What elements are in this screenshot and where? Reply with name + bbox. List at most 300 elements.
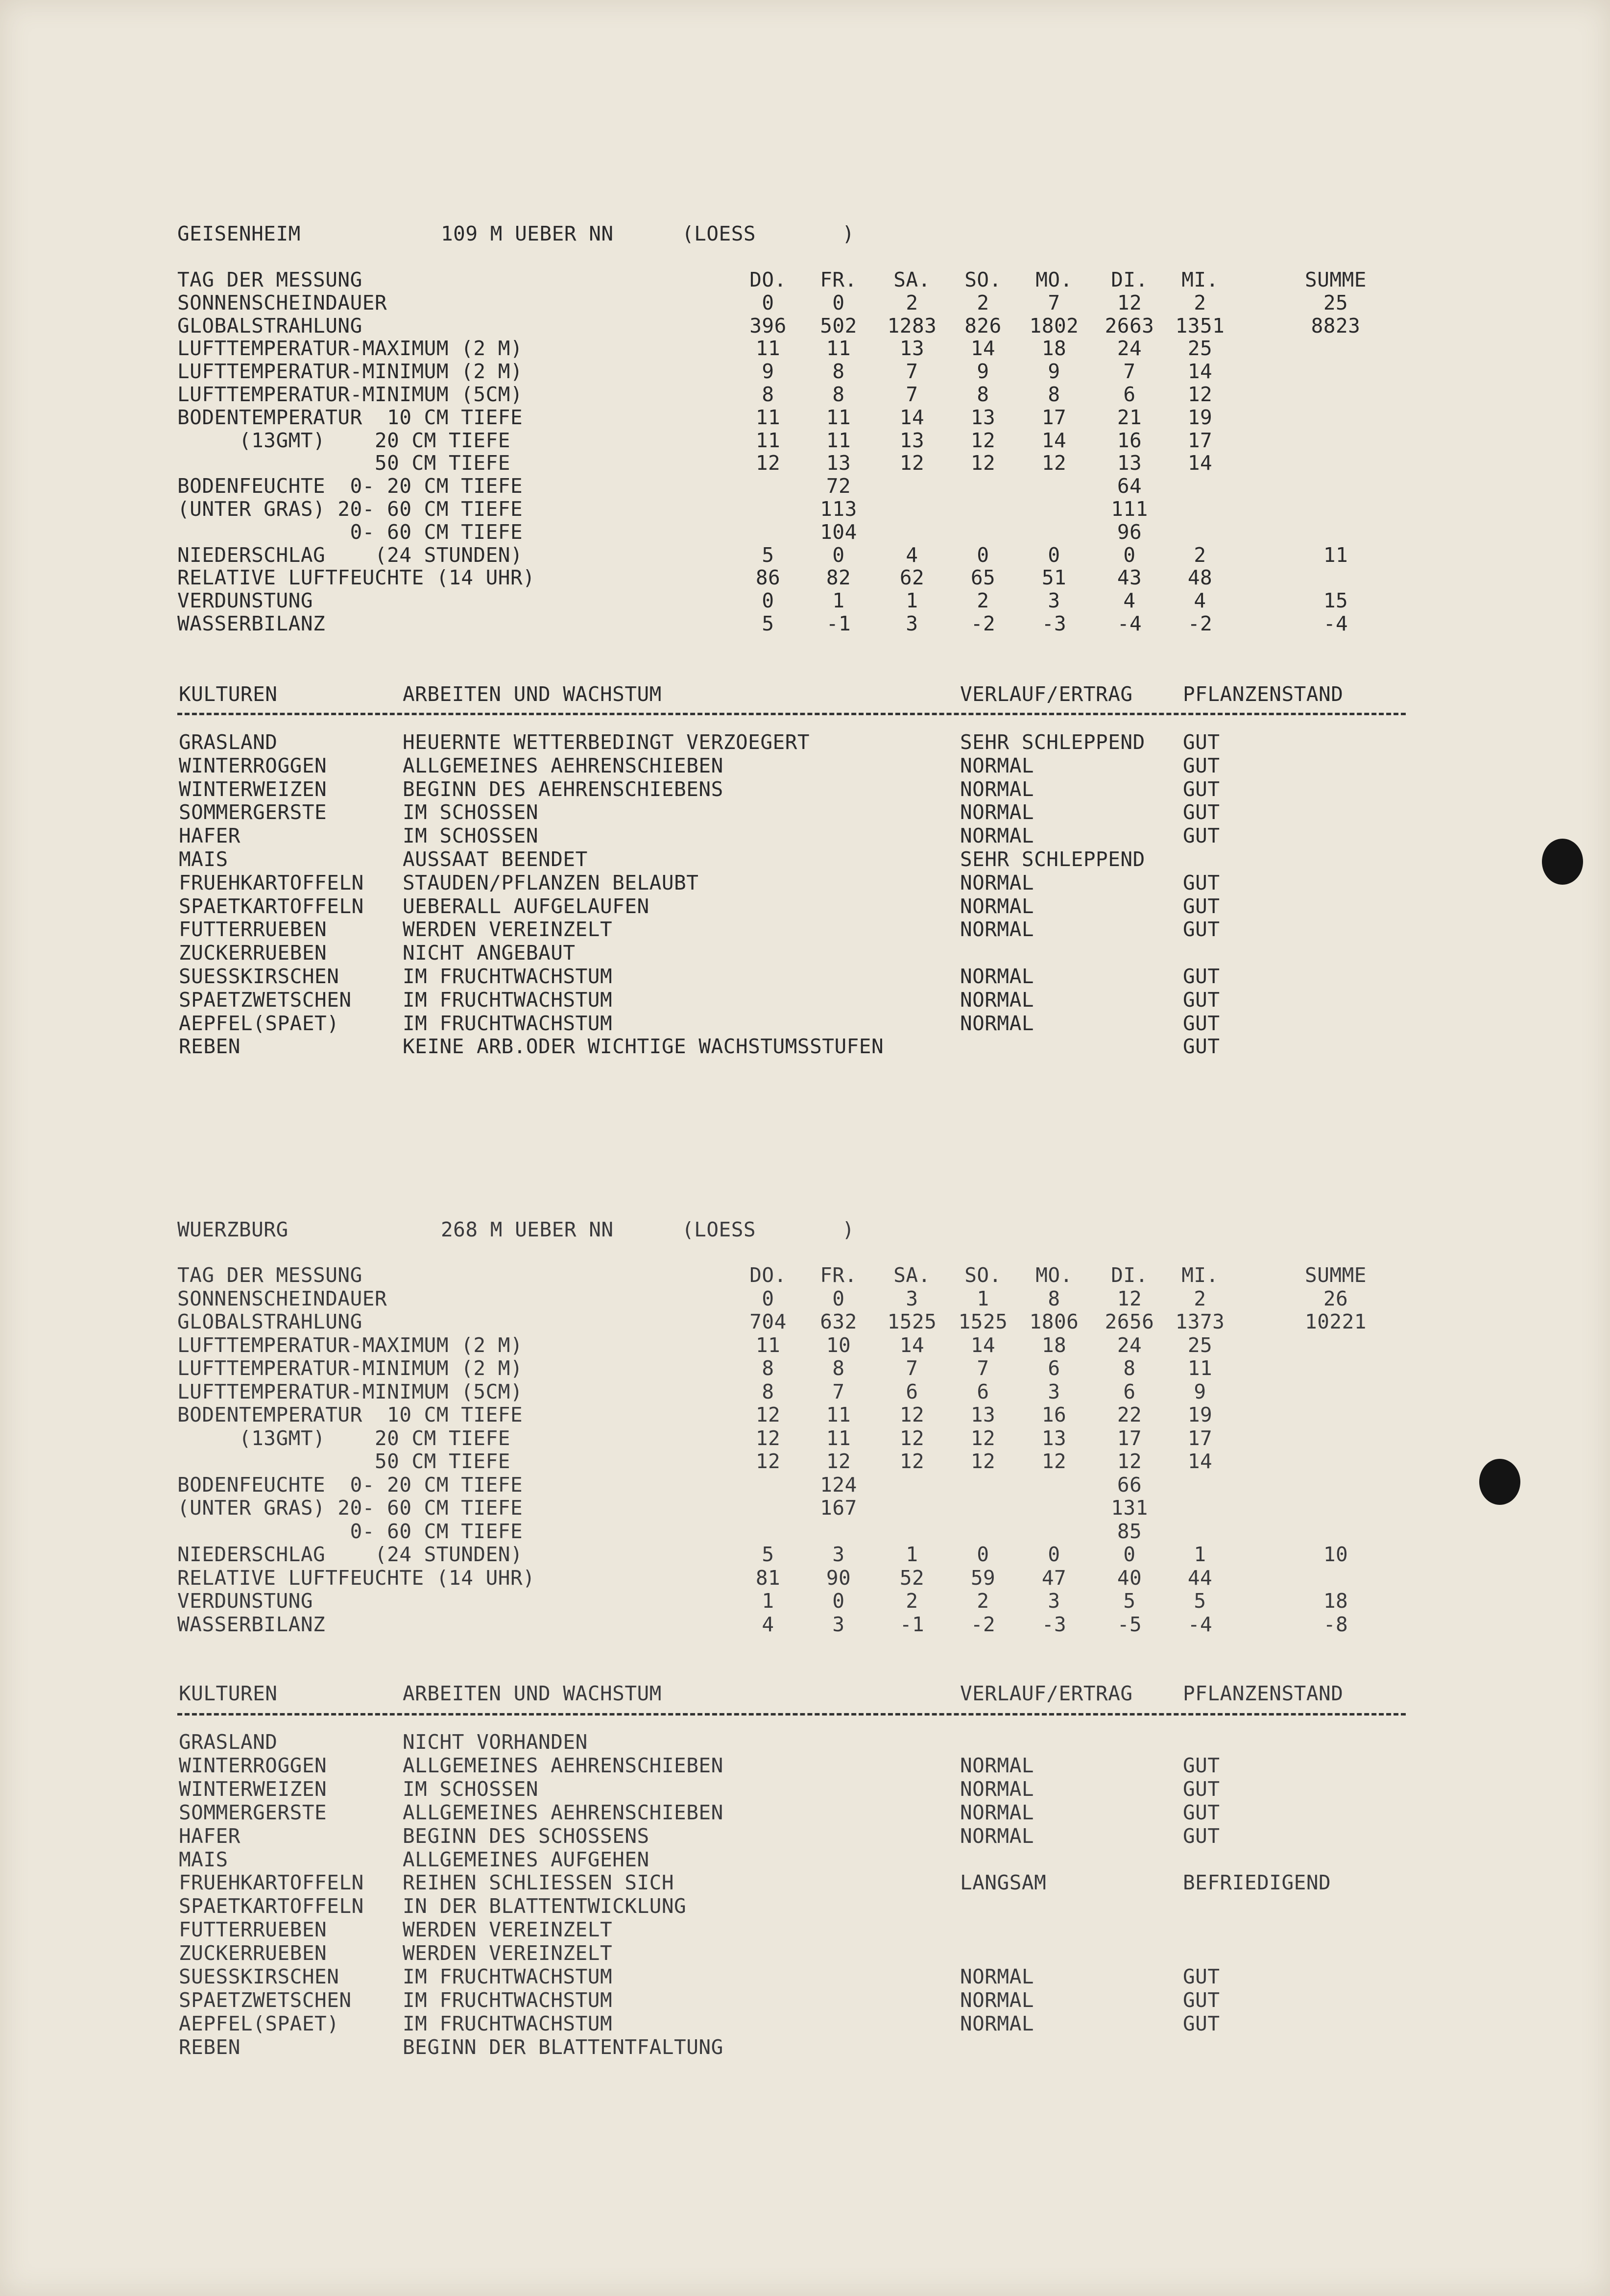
crop-stand: GUT bbox=[1183, 1988, 1220, 2012]
weather-row-label: BODENTEMPERATUR 10 CM TIEFE bbox=[177, 405, 523, 429]
weather-value: 124 bbox=[820, 1473, 857, 1497]
weather-value: 826 bbox=[964, 314, 1002, 338]
crop-work-growth: IM SCHOSSEN bbox=[403, 1777, 539, 1801]
crop-stand: GUT bbox=[1183, 965, 1220, 988]
weather-value: 11 bbox=[755, 428, 781, 452]
weather-value: 11 bbox=[826, 337, 851, 361]
weather-value: -5 bbox=[1117, 1612, 1142, 1636]
crop-work-growth: STAUDEN/PFLANZEN BELAUBT bbox=[403, 870, 699, 894]
weather-value: 19 bbox=[1187, 1403, 1213, 1426]
weather-sum: -4 bbox=[1323, 612, 1348, 635]
weather-value: 21 bbox=[1117, 405, 1142, 429]
crops-header-kulturen: KULTUREN bbox=[179, 1682, 278, 1705]
crop-work-growth: UEBERALL AUFGELAUFEN bbox=[403, 894, 649, 918]
weather-value: -3 bbox=[1041, 1612, 1067, 1636]
crop-work-growth: KEINE ARB.ODER WICHTIGE WACHSTUMSSTUFEN bbox=[403, 1035, 884, 1059]
day-header: FR. bbox=[820, 268, 857, 291]
weather-sum: 10 bbox=[1323, 1543, 1348, 1566]
weather-value: 3 bbox=[832, 1612, 845, 1636]
crop-stand: GUT bbox=[1183, 1800, 1220, 1824]
sum-header: SUMME bbox=[1305, 1263, 1367, 1287]
crop-name: ZUCKERRUEBEN bbox=[179, 941, 327, 965]
crop-course-yield: NORMAL bbox=[960, 753, 1034, 777]
weather-value: 2 bbox=[1194, 1286, 1206, 1310]
crop-work-growth: ALLGEMEINES AEHRENSCHIEBEN bbox=[403, 1800, 723, 1824]
weather-value: 7 bbox=[977, 1356, 989, 1380]
weather-value: 43 bbox=[1117, 566, 1142, 590]
weather-value: 13 bbox=[970, 1403, 996, 1426]
weather-value: 12 bbox=[899, 1426, 925, 1450]
day-header: MI. bbox=[1181, 268, 1219, 291]
crop-course-yield: SEHR SCHLEPPEND bbox=[960, 730, 1145, 754]
station-soil: (LOESS ) bbox=[682, 222, 855, 245]
weather-value: 1 bbox=[906, 1543, 918, 1566]
day-header: SA. bbox=[893, 1263, 931, 1287]
weather-row-label: (UNTER GRAS) 20- 60 CM TIEFE bbox=[177, 497, 523, 521]
weather-value: 14 bbox=[1187, 451, 1213, 475]
weather-value: 12 bbox=[755, 451, 781, 475]
weather-value: 3 bbox=[906, 612, 918, 635]
crop-course-yield: NORMAL bbox=[960, 1753, 1034, 1777]
weather-value: 7 bbox=[906, 360, 918, 384]
crop-stand: GUT bbox=[1183, 918, 1220, 942]
crop-stand: GUT bbox=[1183, 1753, 1220, 1777]
weather-value: 0 bbox=[832, 1589, 845, 1613]
crop-name: SUESSKIRSCHEN bbox=[179, 1965, 339, 1988]
crop-name: SPAETZWETSCHEN bbox=[179, 1988, 352, 2012]
weather-value: 96 bbox=[1117, 520, 1142, 544]
weather-row-label: (13GMT) 20 CM TIEFE bbox=[177, 1426, 510, 1450]
crops-header-pflanzenstand: PFLANZENSTAND bbox=[1183, 682, 1344, 706]
day-header: SA. bbox=[893, 268, 931, 291]
weather-value: 13 bbox=[970, 405, 996, 429]
weather-value: 8 bbox=[977, 383, 989, 406]
weather-value: 5 bbox=[762, 612, 774, 635]
weather-value: 111 bbox=[1111, 497, 1148, 521]
crop-stand: GUT bbox=[1183, 988, 1220, 1012]
weather-value: 11 bbox=[826, 428, 851, 452]
crop-name: SUESSKIRSCHEN bbox=[179, 965, 339, 988]
crop-stand: GUT bbox=[1183, 777, 1220, 801]
weather-value: 14 bbox=[899, 405, 925, 429]
weather-value: 1 bbox=[762, 1589, 774, 1613]
station-soil: (LOESS ) bbox=[682, 1218, 855, 1241]
day-header: MO. bbox=[1035, 268, 1073, 291]
crop-course-yield: NORMAL bbox=[960, 988, 1034, 1012]
crop-work-growth: IM FRUCHTWACHSTUM bbox=[403, 1988, 613, 2012]
weather-row-label: (UNTER GRAS) 20- 60 CM TIEFE bbox=[177, 1496, 523, 1520]
weather-row-label: VERDUNSTUNG bbox=[177, 589, 313, 613]
weather-value: 12 bbox=[1187, 383, 1213, 406]
crop-name: SPAETKARTOFFELN bbox=[179, 1894, 364, 1918]
weather-value: 11 bbox=[755, 1333, 781, 1357]
weather-value: 6 bbox=[1123, 1379, 1136, 1403]
weather-value: 2 bbox=[906, 1589, 918, 1613]
weather-value: 13 bbox=[899, 337, 925, 361]
weather-value: 3 bbox=[906, 1286, 918, 1310]
weather-row-label: GLOBALSTRAHLUNG bbox=[177, 1310, 362, 1333]
weather-value: 17 bbox=[1117, 1426, 1142, 1450]
punch-hole-lower bbox=[1479, 1459, 1520, 1505]
weather-value: 1802 bbox=[1029, 314, 1079, 338]
weather-value: 65 bbox=[970, 566, 996, 590]
weather-row-label: VERDUNSTUNG bbox=[177, 1589, 313, 1613]
crop-work-growth: IM FRUCHTWACHSTUM bbox=[403, 1965, 613, 1988]
crops-header-arbeiten: ARBEITEN UND WACHSTUM bbox=[403, 1682, 662, 1705]
weather-value: 24 bbox=[1117, 337, 1142, 361]
crops-header-verlauf: VERLAUF/ERTRAG bbox=[960, 682, 1133, 706]
crop-name: HAFER bbox=[179, 1824, 240, 1848]
weather-value: 8 bbox=[1048, 1286, 1060, 1310]
weather-value: 81 bbox=[755, 1566, 781, 1590]
sum-header: SUMME bbox=[1305, 268, 1367, 291]
crop-name: FRUEHKARTOFFELN bbox=[179, 1871, 364, 1895]
crop-name: REBEN bbox=[179, 2035, 240, 2059]
crop-name: SPAETZWETSCHEN bbox=[179, 988, 352, 1012]
weather-sum: 26 bbox=[1323, 1286, 1348, 1310]
weather-value: 16 bbox=[1041, 1403, 1067, 1426]
weather-value: 11 bbox=[1187, 1356, 1213, 1380]
weather-value: 12 bbox=[755, 1426, 781, 1450]
crop-stand: GUT bbox=[1183, 1965, 1220, 1988]
crop-stand: GUT bbox=[1183, 870, 1220, 894]
weather-value: 12 bbox=[899, 451, 925, 475]
crop-name: FRUEHKARTOFFELN bbox=[179, 870, 364, 894]
crop-stand: GUT bbox=[1183, 1824, 1220, 1848]
weather-row-label: SONNENSCHEINDAUER bbox=[177, 1286, 387, 1310]
dashed-divider bbox=[177, 1713, 1406, 1716]
crop-work-growth: IM FRUCHTWACHSTUM bbox=[403, 2011, 613, 2035]
crop-course-yield: NORMAL bbox=[960, 824, 1034, 848]
weather-value: 9 bbox=[1194, 1379, 1206, 1403]
day-header: FR. bbox=[820, 1263, 857, 1287]
weather-value: 3 bbox=[1048, 589, 1060, 613]
day-header: DO. bbox=[749, 268, 787, 291]
weather-value: 12 bbox=[899, 1450, 925, 1473]
crop-course-yield: NORMAL bbox=[960, 870, 1034, 894]
crop-course-yield: NORMAL bbox=[960, 1965, 1034, 1988]
weather-value: 1806 bbox=[1029, 1310, 1079, 1333]
crop-course-yield: LANGSAM bbox=[960, 1871, 1047, 1895]
crops-header-kulturen: KULTUREN bbox=[179, 682, 278, 706]
crop-course-yield: NORMAL bbox=[960, 1824, 1034, 1848]
weather-value: 85 bbox=[1117, 1519, 1142, 1543]
crop-stand: GUT bbox=[1183, 730, 1220, 754]
weather-sum: 18 bbox=[1323, 1589, 1348, 1613]
weather-value: 17 bbox=[1187, 1426, 1213, 1450]
weather-value: 12 bbox=[826, 1450, 851, 1473]
weather-value: 11 bbox=[826, 1403, 851, 1426]
weather-row-label: TAG DER MESSUNG bbox=[177, 268, 362, 291]
crop-work-growth: REIHEN SCHLIESSEN SICH bbox=[403, 1871, 674, 1895]
weather-row-label: RELATIVE LUFTFEUCHTE (14 UHR) bbox=[177, 566, 535, 590]
weather-value: 1525 bbox=[887, 1310, 937, 1333]
weather-row-label: BODENFEUCHTE 0- 20 CM TIEFE bbox=[177, 474, 523, 498]
crop-stand: GUT bbox=[1183, 1011, 1220, 1035]
weather-row-label: SONNENSCHEINDAUER bbox=[177, 290, 387, 314]
crop-work-growth: BEGINN DES AEHRENSCHIEBENS bbox=[403, 777, 723, 801]
weather-value: 13 bbox=[1041, 1426, 1067, 1450]
crop-name: GRASLAND bbox=[179, 1730, 278, 1754]
weather-value: 8 bbox=[762, 1379, 774, 1403]
crop-name: REBEN bbox=[179, 1035, 240, 1059]
weather-value: 9 bbox=[1048, 360, 1060, 384]
weather-row-label: TAG DER MESSUNG bbox=[177, 1263, 362, 1287]
weather-value: 12 bbox=[970, 451, 996, 475]
crop-course-yield: SEHR SCHLEPPEND bbox=[960, 847, 1145, 871]
weather-value: 7 bbox=[832, 1379, 845, 1403]
crop-course-yield: NORMAL bbox=[960, 1777, 1034, 1801]
crop-name: WINTERROGGEN bbox=[179, 753, 327, 777]
weather-value: 18 bbox=[1041, 337, 1067, 361]
weather-row-label: LUFTTEMPERATUR-MINIMUM (2 M) bbox=[177, 1356, 523, 1380]
weather-value: 14 bbox=[970, 1333, 996, 1357]
crop-work-growth: ALLGEMEINES AEHRENSCHIEBEN bbox=[403, 753, 723, 777]
weather-value: 0 bbox=[977, 1543, 989, 1566]
weather-row-label: RELATIVE LUFTFEUCHTE (14 UHR) bbox=[177, 1566, 535, 1590]
weather-value: 5 bbox=[1194, 1589, 1206, 1613]
weather-value: 14 bbox=[970, 337, 996, 361]
weather-value: 502 bbox=[820, 314, 857, 338]
crop-work-growth: IM SCHOSSEN bbox=[403, 800, 539, 824]
weather-value: 1525 bbox=[958, 1310, 1008, 1333]
weather-value: 2 bbox=[977, 1589, 989, 1613]
day-header: MO. bbox=[1035, 1263, 1073, 1287]
weather-value: 2 bbox=[1194, 290, 1206, 314]
day-header: SO. bbox=[964, 268, 1002, 291]
weather-value: 3 bbox=[832, 1543, 845, 1566]
weather-value: 0 bbox=[832, 290, 845, 314]
weather-value: 11 bbox=[755, 337, 781, 361]
crop-name: HAFER bbox=[179, 824, 240, 848]
weather-value: 1 bbox=[1194, 1543, 1206, 1566]
crop-work-growth: AUSSAAT BEENDET bbox=[403, 847, 588, 871]
weather-value: 52 bbox=[899, 1566, 925, 1590]
weather-sum: 25 bbox=[1323, 290, 1348, 314]
crops-header-verlauf: VERLAUF/ERTRAG bbox=[960, 1682, 1133, 1705]
crop-work-growth: BEGINN DER BLATTENTFALTUNG bbox=[403, 2035, 723, 2059]
weather-value: 2 bbox=[977, 589, 989, 613]
crop-stand: GUT bbox=[1183, 894, 1220, 918]
weather-value: 12 bbox=[899, 1403, 925, 1426]
weather-value: 1351 bbox=[1175, 314, 1225, 338]
crop-course-yield: NORMAL bbox=[960, 800, 1034, 824]
crop-name: WINTERWEIZEN bbox=[179, 777, 327, 801]
weather-value: 4 bbox=[1123, 589, 1136, 613]
weather-value: 632 bbox=[820, 1310, 857, 1333]
weather-value: -2 bbox=[970, 1612, 996, 1636]
weather-value: 704 bbox=[749, 1310, 787, 1333]
crop-name: GRASLAND bbox=[179, 730, 278, 754]
weather-value: 6 bbox=[906, 1379, 918, 1403]
weather-value: 8 bbox=[832, 360, 845, 384]
weather-value: 5 bbox=[762, 1543, 774, 1566]
crop-name: FUTTERRUEBEN bbox=[179, 1918, 327, 1942]
weather-value: 6 bbox=[977, 1379, 989, 1403]
crop-stand: GUT bbox=[1183, 800, 1220, 824]
weather-value: 14 bbox=[899, 1333, 925, 1357]
weather-value: 12 bbox=[1117, 1450, 1142, 1473]
crop-course-yield: NORMAL bbox=[960, 777, 1034, 801]
weather-value: 9 bbox=[762, 360, 774, 384]
weather-value: 104 bbox=[820, 520, 857, 544]
crops-header-arbeiten: ARBEITEN UND WACHSTUM bbox=[403, 682, 662, 706]
weather-row-label: NIEDERSCHLAG (24 STUNDEN) bbox=[177, 1543, 523, 1566]
crop-stand: GUT bbox=[1183, 824, 1220, 848]
weather-value: 12 bbox=[970, 1426, 996, 1450]
weather-value: 12 bbox=[755, 1403, 781, 1426]
weather-value: 2 bbox=[906, 290, 918, 314]
weather-value: 25 bbox=[1187, 1333, 1213, 1357]
weather-value: 396 bbox=[749, 314, 787, 338]
weather-value: 48 bbox=[1187, 566, 1213, 590]
weather-value: 0 bbox=[832, 1286, 845, 1310]
weather-value: 40 bbox=[1117, 1566, 1142, 1590]
weather-value: 14 bbox=[1041, 428, 1067, 452]
crop-name: MAIS bbox=[179, 1847, 228, 1871]
weather-row-label: LUFTTEMPERATUR-MINIMUM (5CM) bbox=[177, 383, 523, 406]
weather-row-label: WASSERBILANZ bbox=[177, 612, 326, 635]
weather-row-label: LUFTTEMPERATUR-MAXIMUM (2 M) bbox=[177, 337, 523, 361]
weather-value: 11 bbox=[826, 405, 851, 429]
crop-stand: GUT bbox=[1183, 2011, 1220, 2035]
weather-value: 44 bbox=[1187, 1566, 1213, 1590]
crop-stand: GUT bbox=[1183, 1035, 1220, 1059]
crop-name: SOMMERGERSTE bbox=[179, 800, 327, 824]
day-header: DI. bbox=[1111, 1263, 1148, 1287]
crop-name: MAIS bbox=[179, 847, 228, 871]
crop-name: FUTTERRUEBEN bbox=[179, 918, 327, 942]
weather-value: 12 bbox=[970, 428, 996, 452]
weather-value: 11 bbox=[755, 405, 781, 429]
weather-row-label: 0- 60 CM TIEFE bbox=[177, 1519, 523, 1543]
weather-value: 2 bbox=[977, 290, 989, 314]
weather-value: 47 bbox=[1041, 1566, 1067, 1590]
crop-name: SOMMERGERSTE bbox=[179, 1800, 327, 1824]
day-header: MI. bbox=[1181, 1263, 1219, 1287]
weather-value: 13 bbox=[1117, 451, 1142, 475]
weather-value: 51 bbox=[1041, 566, 1067, 590]
weather-value: 12 bbox=[1117, 1286, 1142, 1310]
weather-value: 19 bbox=[1187, 405, 1213, 429]
weather-value: 113 bbox=[820, 497, 857, 521]
weather-value: 2656 bbox=[1105, 1310, 1154, 1333]
weather-value: 0 bbox=[832, 543, 845, 567]
weather-value: 12 bbox=[1041, 451, 1067, 475]
weather-value: 1 bbox=[977, 1286, 989, 1310]
weather-row-label: BODENTEMPERATUR 10 CM TIEFE bbox=[177, 1403, 523, 1426]
crop-course-yield: NORMAL bbox=[960, 2011, 1034, 2035]
weather-value: 90 bbox=[826, 1566, 851, 1590]
station-name: WUERZBURG bbox=[177, 1218, 288, 1241]
weather-value: 17 bbox=[1187, 428, 1213, 452]
weather-value: 7 bbox=[906, 383, 918, 406]
weather-sum: 15 bbox=[1323, 589, 1348, 613]
weather-value: 22 bbox=[1117, 1403, 1142, 1426]
weather-row-label: LUFTTEMPERATUR-MAXIMUM (2 M) bbox=[177, 1333, 523, 1357]
weather-value: 1 bbox=[832, 589, 845, 613]
weather-value: 82 bbox=[826, 566, 851, 590]
weather-row-label: 50 CM TIEFE bbox=[177, 451, 510, 475]
weather-value: 72 bbox=[826, 474, 851, 498]
weather-value: 0 bbox=[1048, 1543, 1060, 1566]
weather-value: 7 bbox=[1123, 360, 1136, 384]
weather-row-label: (13GMT) 20 CM TIEFE bbox=[177, 428, 510, 452]
crop-name: SPAETKARTOFFELN bbox=[179, 894, 364, 918]
weather-value: 12 bbox=[1117, 290, 1142, 314]
weather-value: 8 bbox=[762, 1356, 774, 1380]
station-name: GEISENHEIM bbox=[177, 222, 301, 245]
crop-work-growth: IM FRUCHTWACHSTUM bbox=[403, 965, 613, 988]
crop-course-yield: NORMAL bbox=[960, 1011, 1034, 1035]
crop-course-yield: NORMAL bbox=[960, 965, 1034, 988]
weather-value: 0 bbox=[1048, 543, 1060, 567]
weather-value: 9 bbox=[977, 360, 989, 384]
crops-header-pflanzenstand: PFLANZENSTAND bbox=[1183, 1682, 1344, 1705]
crop-name: AEPFEL(SPAET) bbox=[179, 1011, 339, 1035]
weather-value: 12 bbox=[970, 1450, 996, 1473]
crop-work-growth: HEUERNTE WETTERBEDINGT VERZOEGERT bbox=[403, 730, 810, 754]
weather-row-label: GLOBALSTRAHLUNG bbox=[177, 314, 362, 338]
crop-course-yield: NORMAL bbox=[960, 918, 1034, 942]
crop-course-yield: NORMAL bbox=[960, 1800, 1034, 1824]
weather-value: 7 bbox=[1048, 290, 1060, 314]
weather-value: 4 bbox=[1194, 589, 1206, 613]
weather-value: 8 bbox=[1123, 1356, 1136, 1380]
weather-value: 24 bbox=[1117, 1333, 1142, 1357]
day-header: SO. bbox=[964, 1263, 1002, 1287]
crop-work-growth: NICHT VORHANDEN bbox=[403, 1730, 588, 1754]
weather-value: 16 bbox=[1117, 428, 1142, 452]
weather-value: 5 bbox=[1123, 1589, 1136, 1613]
weather-value: 66 bbox=[1117, 1473, 1142, 1497]
weather-value: -4 bbox=[1117, 612, 1142, 635]
station-elevation: 268 M UEBER NN bbox=[441, 1218, 614, 1241]
dashed-divider bbox=[177, 713, 1406, 715]
weather-value: 3 bbox=[1048, 1379, 1060, 1403]
weather-row-label: 50 CM TIEFE bbox=[177, 1450, 510, 1473]
weather-row-label: WASSERBILANZ bbox=[177, 1612, 326, 1636]
crop-work-growth: BEGINN DES SCHOSSENS bbox=[403, 1824, 649, 1848]
weather-value: -1 bbox=[826, 612, 851, 635]
weather-value: 4 bbox=[906, 543, 918, 567]
weather-value: 8 bbox=[762, 383, 774, 406]
day-header: DO. bbox=[749, 1263, 787, 1287]
station-elevation: 109 M UEBER NN bbox=[441, 222, 614, 245]
weather-value: 3 bbox=[1048, 1589, 1060, 1613]
weather-value: 1373 bbox=[1175, 1310, 1225, 1333]
crop-work-growth: ALLGEMEINES AUFGEHEN bbox=[403, 1847, 649, 1871]
crop-work-growth: IM FRUCHTWACHSTUM bbox=[403, 988, 613, 1012]
weather-value: 13 bbox=[826, 451, 851, 475]
weather-value: 62 bbox=[899, 566, 925, 590]
weather-row-label: BODENFEUCHTE 0- 20 CM TIEFE bbox=[177, 1473, 523, 1497]
crop-name: WINTERWEIZEN bbox=[179, 1777, 327, 1801]
weather-value: 8 bbox=[832, 383, 845, 406]
weather-value: 7 bbox=[906, 1356, 918, 1380]
weather-value: 11 bbox=[826, 1426, 851, 1450]
weather-value: 25 bbox=[1187, 337, 1213, 361]
weather-value: 0 bbox=[762, 1286, 774, 1310]
weather-row-label: 0- 60 CM TIEFE bbox=[177, 520, 523, 544]
crop-name: AEPFEL(SPAET) bbox=[179, 2011, 339, 2035]
weather-value: -3 bbox=[1041, 612, 1067, 635]
crop-work-growth: ALLGEMEINES AEHRENSCHIEBEN bbox=[403, 1753, 723, 1777]
weather-value: 5 bbox=[762, 543, 774, 567]
weather-row-label: LUFTTEMPERATUR-MINIMUM (2 M) bbox=[177, 360, 523, 384]
weather-value: -2 bbox=[1187, 612, 1213, 635]
weather-value: 12 bbox=[1041, 1450, 1067, 1473]
